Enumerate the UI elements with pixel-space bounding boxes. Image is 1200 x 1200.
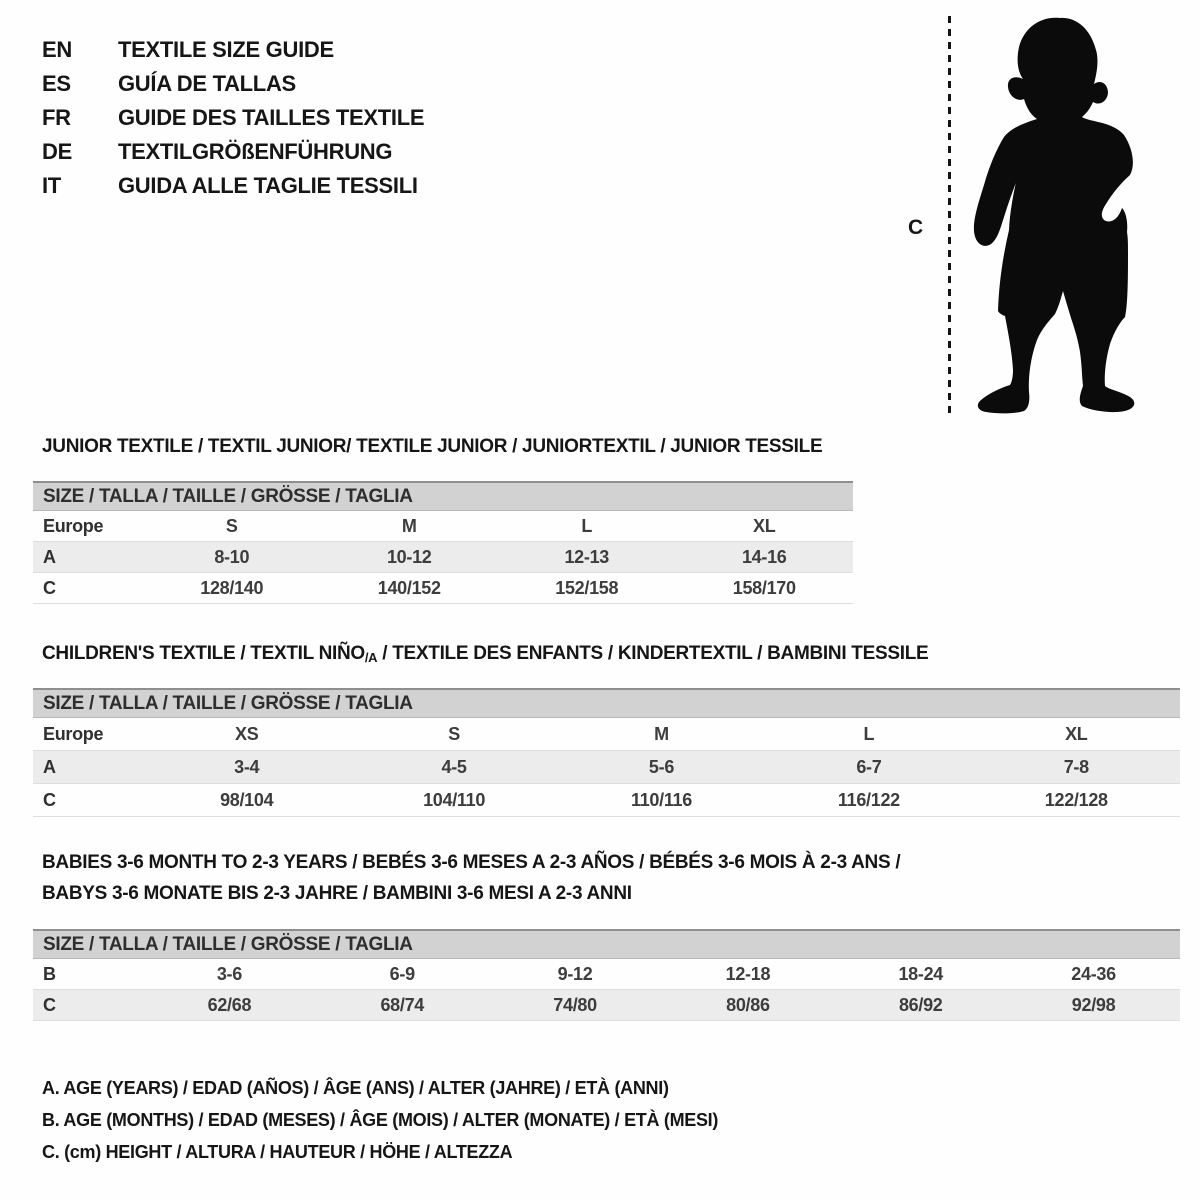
note-c: C. (cm) HEIGHT / ALTURA / HAUTEUR / HÖHE / ALTEZZA: [42, 1142, 513, 1162]
size-header-bar: SIZE / TALLA / TAILLE / GRÖSSE / TAGLIA: [33, 481, 853, 511]
height-measure-label: C: [908, 216, 924, 239]
size-value-cell: 3-4: [234, 756, 260, 777]
size-value-cell: 12-13: [564, 546, 610, 567]
size-value-cell: M: [654, 723, 669, 744]
size-value-cell: 110/116: [631, 789, 692, 810]
size-value-cell: 9-12: [557, 963, 593, 984]
row-label-cell: A: [43, 756, 56, 777]
size-value-cell: 18-24: [898, 963, 944, 984]
row-label-cell: C: [43, 577, 56, 598]
children-heading-sub: /A: [364, 650, 378, 665]
babies-section-heading: [42, 847, 900, 909]
language-row-fr: [42, 101, 424, 135]
height-measure-dashed-line: [948, 16, 951, 416]
size-value-cell: 68/74: [380, 994, 425, 1015]
junior-section-heading: JUNIOR TEXTILE / TEXTIL JUNIOR/ TEXTILE JUNIOR / JUNIORTEXTIL / JUNIOR TESSILE: [42, 436, 823, 457]
size-value-cell: 140/152: [377, 577, 441, 598]
size-value-cell: 152/158: [555, 577, 619, 598]
size-value-cell: M: [401, 515, 417, 536]
language-row-en: [42, 33, 424, 67]
table-row-age: [33, 751, 1180, 784]
language-title: TEXTILGRÖßENFÜHRUNG: [118, 139, 393, 164]
size-value-cell: 6-9: [389, 963, 415, 984]
size-value-cell: 116/122: [837, 789, 900, 810]
size-value-cell: 6-7: [856, 756, 882, 777]
size-value-cell: 7-8: [1063, 756, 1089, 777]
babies-heading-line2: BABYS 3-6 MONATE BIS 2-3 JAHRE / BAMBINI 3-6 MESI A 2-3 ANNI: [42, 883, 632, 904]
language-title: GUIDE DES TAILLES TEXTILE: [118, 105, 425, 130]
size-value-cell: 24-36: [1071, 963, 1116, 984]
language-row-de: [42, 135, 424, 169]
size-value-cell: XL: [1065, 723, 1088, 744]
row-label-cell: C: [43, 994, 56, 1015]
row-label-cell: B: [43, 963, 56, 984]
size-value-cell: 74/80: [553, 994, 597, 1015]
table-row-europe: [33, 511, 853, 542]
size-value-cell: 128/140: [200, 577, 264, 598]
size-value-cell: L: [863, 723, 875, 744]
table-row-height: [33, 784, 1180, 817]
size-value-cell: 98/104: [220, 789, 274, 810]
size-value-cell: L: [581, 515, 593, 536]
language-code: FR: [42, 105, 71, 130]
row-label-cell: C: [43, 789, 56, 810]
table-row-age-months: [33, 959, 1180, 990]
language-row-it: [42, 169, 424, 203]
size-value-cell: 12-18: [725, 963, 771, 984]
size-value-cell: 62/68: [207, 994, 252, 1015]
table-row-age: [33, 542, 853, 573]
size-value-cell: 4-5: [441, 756, 467, 777]
size-header-bar: SIZE / TALLA / TAILLE / GRÖSSE / TAGLIA: [33, 929, 1180, 959]
size-value-cell: XS: [234, 723, 259, 744]
row-label-cell: Europe: [43, 723, 104, 744]
size-value-cell: 104/110: [423, 789, 486, 810]
note-b: B. AGE (MONTHS) / EDAD (MESES) / ÂGE (MOIS) / ALTER (MONATE) / ETÀ (MESI): [42, 1110, 719, 1130]
size-value-cell: 14-16: [741, 546, 787, 567]
legend-notes: [42, 1072, 718, 1168]
language-code: ES: [42, 71, 71, 96]
row-label-cell: A: [43, 546, 56, 567]
size-value-cell: 8-10: [214, 546, 250, 567]
size-value-cell: S: [225, 515, 238, 536]
toddler-silhouette-icon: [958, 14, 1148, 416]
language-title: TEXTILE SIZE GUIDE: [118, 37, 334, 62]
size-value-cell: 3-6: [216, 963, 242, 984]
size-value-cell: S: [448, 723, 460, 744]
table-row-europe: [33, 718, 1180, 751]
children-heading-pre: CHILDREN'S TEXTILE / TEXTIL NIÑO: [42, 643, 365, 664]
language-code: EN: [42, 37, 72, 62]
size-value-cell: XL: [753, 515, 776, 536]
table-row-height: [33, 990, 1180, 1021]
size-value-cell: 86/92: [898, 994, 943, 1015]
note-a: A. AGE (YEARS) / EDAD (AÑOS) / ÂGE (ANS) / ALTER (JAHRE) / ETÀ (ANNI): [42, 1078, 669, 1098]
children-size-table: [33, 688, 1180, 817]
size-value-cell: 10-12: [386, 546, 432, 567]
language-row-es: [42, 67, 424, 101]
size-header-bar: SIZE / TALLA / TAILLE / GRÖSSE / TAGLIA: [33, 688, 1180, 718]
babies-size-table: [33, 929, 1180, 1021]
language-code: IT: [42, 173, 61, 198]
language-title: GUIDA ALLE TAGLIE TESSILI: [118, 173, 418, 198]
junior-size-table: [33, 481, 853, 604]
language-title-list: [42, 33, 424, 203]
babies-heading-line1: BABIES 3-6 MONTH TO 2-3 YEARS / BEBÉS 3-6 MESES A 2-3 AÑOS / BÉBÉS 3-6 MOIS À 2-3 ANS /: [42, 852, 901, 873]
size-value-cell: 158/170: [732, 577, 796, 598]
language-title: GUÍA DE TALLAS: [118, 71, 296, 96]
size-value-cell: 80/86: [726, 994, 770, 1015]
size-value-cell: 5-6: [648, 756, 675, 777]
row-label-cell: Europe: [43, 515, 104, 536]
size-value-cell: 122/128: [1044, 789, 1108, 810]
children-heading-post: / TEXTILE DES ENFANTS / KINDERTEXTIL / BAMBINI TESSILE: [377, 643, 929, 664]
size-value-cell: 92/98: [1071, 994, 1116, 1015]
table-row-height: [33, 573, 853, 604]
children-section-heading: [42, 643, 928, 665]
language-code: DE: [42, 139, 72, 164]
